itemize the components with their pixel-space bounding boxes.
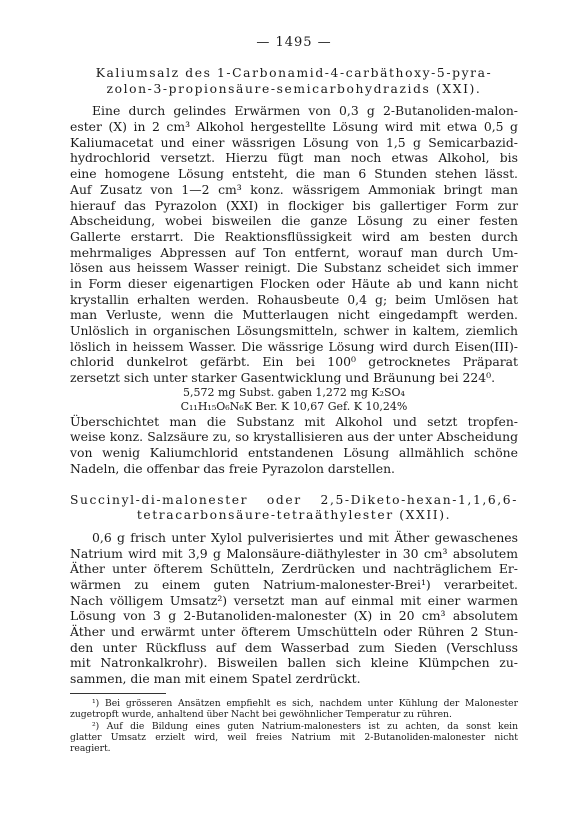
footnote-2-line: glatter Umsatz erzielt wird, weil freies Natrium mit 2-Butanoliden-malonester nicht (70, 731, 518, 743)
text-line: Gallerte erstarrt. Die Reaktionsflüssigkeit wird am besten durch (70, 228, 518, 244)
text-line: den unter Rückfluss auf dem Wasserbad zum Sieden (Verschluss (70, 639, 518, 655)
text-line: Überschichtet man die Substanz mit Alkohol und setzt tropfen- (70, 413, 518, 429)
section1-heading (70, 66, 518, 97)
text-line: Eine durch gelindes Erwärmen von 0,3 g 2-Butanoliden-malon- (92, 103, 518, 119)
text-line: Lösung von 3 g 2-Butanoliden-malonester (X) in 20 cm³ absolutem (70, 608, 518, 624)
text-line: mehrmaliges Abpressen auf Ton entfernt, worauf man durch Um- (70, 244, 518, 260)
text-line: eine homogene Lösung entsteht, die man 6 Stunden stehen lässt. (70, 166, 518, 182)
text-line: mit Natronkalkrohr). Bisweilen ballen sich kleine Klümpchen zu- (70, 655, 518, 671)
analysis-formula-line: C₁₁H₁₅O₆N₆K Ber. K 10,67 Gef. K 10,24% (180, 399, 408, 413)
text-line: Auf Zusatz von 1—2 cm³ konz. wässrigem Ammoniak bringt man (70, 181, 518, 197)
text-line: Nach völligem Umsatz²) versetzt man auf einmal mit einer warmen (70, 592, 518, 608)
footnotes (70, 698, 518, 755)
text-line: weise konz. Salzsäure zu, so krystallisieren aus der unter Abscheidung (70, 429, 518, 445)
footnote-2-line: ²) Auf die Bildung eines guten Natrium-malonesters ist zu achten, da sonst kein (92, 720, 518, 732)
text-line: man Verluste, wenn die Mutterlaugen nicht eingedampft werden. (70, 307, 518, 323)
text-line: sammen, die man mit einem Spatel zerdrückt. (70, 671, 361, 687)
text-line: chlorid dunkelrot gefärbt. Ein bei 100⁰ getrocknetes Präparat (70, 354, 518, 370)
analysis-line: 5,572 mg Subst. gaben 1,272 mg K₂SO₄ (183, 385, 405, 399)
analysis-block (70, 386, 518, 414)
text-line: Äther und erwärmt unter öfterem Umschütteln oder Rühren 2 Stun- (70, 624, 518, 639)
text-line: ester (X) in 2 cm³ Alkohol hergestellte Lösung wird mit etwa 0,5 g (70, 119, 518, 135)
heading-line: Kaliumsalz des 1-Carbonamid-4-carbäthoxy-5-pyra- (95, 66, 493, 80)
section2-heading (70, 493, 518, 524)
text-line: zersetzt sich unter starker Gasentwicklung und Bräunung bei 224⁰. (70, 370, 496, 386)
page (70, 34, 518, 755)
footnote-divider (70, 693, 166, 694)
text-line: in Form dieser eigenartigen Flocken oder Häute ab und kann nicht (70, 275, 518, 291)
footnote-1-line: ¹) Bei grösseren Ansätzen empfiehlt es sich, nachdem unter Kühlung der Malonester (92, 697, 518, 709)
text-line: wärmen zu einem guten Natrium-malonester-Brei¹) verarbeitet. (70, 576, 518, 592)
text-line: Abscheidung, wobei bisweilen die ganze Lösung zu einer festen (70, 213, 518, 229)
text-line: Äther unter öfterem Schütteln, Zerdrücken und nachträglichem Er- (70, 561, 518, 577)
section2-paragraph (70, 530, 518, 687)
text-line: 0,6 g frisch unter Xylol pulverisiertes und mit Äther gewaschenes (92, 529, 518, 545)
text-line: Natrium wird mit 3,9 g Malonsäure-diäthylester in 30 cm³ absolutem (70, 545, 518, 561)
text-line: lösen aus heissem Wasser reinigt. Die Substanz scheidet sich immer (70, 260, 518, 276)
heading-line: Succinyl-di-malonester oder 2,5-Diketo-hexan-1,1,6,6- (70, 492, 518, 507)
text-line: Kaliumacetat und einer wässrigen Lösung von 1,5 g Semicarbazid- (70, 134, 518, 150)
heading-line: tetracarbonsäure-tetraäthylester (XXII). (136, 508, 452, 523)
footnote-2-line: reagiert. (70, 743, 111, 755)
text-line: Unlöslich in organischen Lösungsmitteln, schwer in kaltem, ziemlich (70, 323, 518, 338)
text-line: hydrochlorid versetzt. Hierzu fügt man noch etwas Alkohol, bis (70, 150, 518, 166)
section1-paragraph2 (70, 414, 518, 477)
heading-line: zolon-3-propionsäure-semicarbohydrazids (XXI). (106, 81, 482, 96)
text-line: Nadeln, die offenbar das freie Pyrazolon darstellen. (70, 460, 395, 476)
footnote-1-line: zugetropft wurde, anhaltend über Nacht bei gewöhnlicher Temperatur zu rühren. (70, 709, 452, 721)
section1-paragraph1 (70, 103, 518, 385)
page-number: — 1495 — (256, 35, 332, 50)
text-line: krystallin erhalten werden. Rohausbeute 0,4 g; beim Umlösen hat (70, 291, 518, 307)
text-line: löslich in heissem Wasser. Die wässrige Lösung wird durch Eisen(III)- (70, 338, 518, 354)
text-line: von wenig Kaliumchlorid entstandenen Lösung allmählich schöne (70, 445, 518, 461)
text-line: hierauf das Pyrazolon (XXI) in flockiger bis gallertiger Form zur (70, 197, 518, 213)
